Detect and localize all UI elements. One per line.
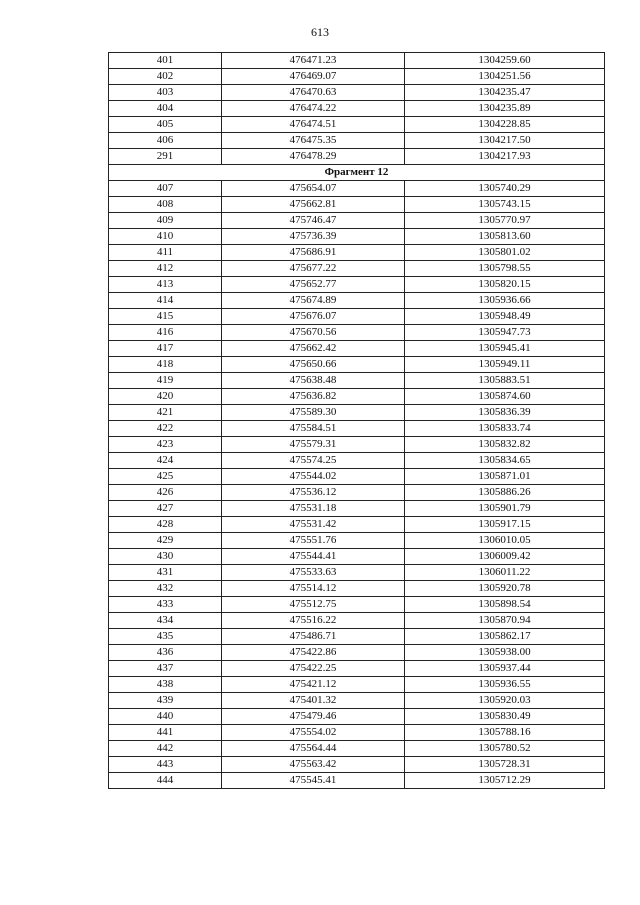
point-number-cell: 433 [109, 597, 222, 613]
point-number-cell: 429 [109, 533, 222, 549]
point-number-cell: 422 [109, 421, 222, 437]
y-coordinate-cell: 1305883.51 [405, 373, 605, 389]
point-number-cell: 424 [109, 453, 222, 469]
point-number-cell: 410 [109, 229, 222, 245]
y-coordinate-cell: 1304235.47 [405, 85, 605, 101]
x-coordinate-cell: 475531.42 [222, 517, 405, 533]
x-coordinate-cell: 475401.32 [222, 693, 405, 709]
point-number-cell: 411 [109, 245, 222, 261]
table-row [109, 117, 605, 133]
point-number-cell: 408 [109, 197, 222, 213]
point-number-cell: 291 [109, 149, 222, 165]
table-row [109, 229, 605, 245]
y-coordinate-cell: 1305813.60 [405, 229, 605, 245]
x-coordinate-cell: 475514.12 [222, 581, 405, 597]
point-number-cell: 431 [109, 565, 222, 581]
x-coordinate-cell: 476474.51 [222, 117, 405, 133]
point-number-cell: 441 [109, 725, 222, 741]
x-coordinate-cell: 475422.86 [222, 645, 405, 661]
point-number-cell: 437 [109, 661, 222, 677]
x-coordinate-cell: 475662.81 [222, 197, 405, 213]
y-coordinate-cell: 1304228.85 [405, 117, 605, 133]
point-number-cell: 442 [109, 741, 222, 757]
point-number-cell: 413 [109, 277, 222, 293]
table-row [109, 437, 605, 453]
point-number-cell: 438 [109, 677, 222, 693]
x-coordinate-cell: 475422.25 [222, 661, 405, 677]
y-coordinate-cell: 1306011.22 [405, 565, 605, 581]
point-number-cell: 439 [109, 693, 222, 709]
x-coordinate-cell: 475674.89 [222, 293, 405, 309]
x-coordinate-cell: 475677.22 [222, 261, 405, 277]
x-coordinate-cell: 475589.30 [222, 405, 405, 421]
point-number-cell: 426 [109, 485, 222, 501]
point-number-cell: 419 [109, 373, 222, 389]
x-coordinate-cell: 475554.02 [222, 725, 405, 741]
y-coordinate-cell: 1305798.55 [405, 261, 605, 277]
x-coordinate-cell: 475536.12 [222, 485, 405, 501]
x-coordinate-cell: 475662.42 [222, 341, 405, 357]
y-coordinate-cell: 1304217.93 [405, 149, 605, 165]
table-row [109, 533, 605, 549]
y-coordinate-cell: 1305938.00 [405, 645, 605, 661]
point-number-cell: 432 [109, 581, 222, 597]
point-number-cell: 418 [109, 357, 222, 373]
y-coordinate-cell: 1305917.15 [405, 517, 605, 533]
y-coordinate-cell: 1305936.55 [405, 677, 605, 693]
y-coordinate-cell: 1305743.15 [405, 197, 605, 213]
table-row [109, 629, 605, 645]
point-number-cell: 417 [109, 341, 222, 357]
table-body-before [109, 53, 605, 165]
y-coordinate-cell: 1305949.11 [405, 357, 605, 373]
table-row [109, 261, 605, 277]
table-row [109, 517, 605, 533]
point-number-cell: 415 [109, 309, 222, 325]
point-number-cell: 421 [109, 405, 222, 421]
x-coordinate-cell: 475545.41 [222, 773, 405, 789]
x-coordinate-cell: 475516.22 [222, 613, 405, 629]
table-row [109, 757, 605, 773]
x-coordinate-cell: 476469.07 [222, 69, 405, 85]
point-number-cell: 428 [109, 517, 222, 533]
section-header-group [109, 165, 605, 181]
y-coordinate-cell: 1305820.15 [405, 277, 605, 293]
table-row [109, 581, 605, 597]
x-coordinate-cell: 475544.02 [222, 469, 405, 485]
x-coordinate-cell: 475551.76 [222, 533, 405, 549]
table-row [109, 677, 605, 693]
y-coordinate-cell: 1305833.74 [405, 421, 605, 437]
point-number-cell: 423 [109, 437, 222, 453]
point-number-cell: 434 [109, 613, 222, 629]
y-coordinate-cell: 1305920.78 [405, 581, 605, 597]
x-coordinate-cell: 476478.29 [222, 149, 405, 165]
x-coordinate-cell: 475533.63 [222, 565, 405, 581]
table-row [109, 549, 605, 565]
x-coordinate-cell: 475512.75 [222, 597, 405, 613]
y-coordinate-cell: 1305945.41 [405, 341, 605, 357]
table-row [109, 661, 605, 677]
table-row [109, 645, 605, 661]
point-number-cell: 416 [109, 325, 222, 341]
point-number-cell: 409 [109, 213, 222, 229]
point-number-cell: 402 [109, 69, 222, 85]
x-coordinate-cell: 475636.82 [222, 389, 405, 405]
x-coordinate-cell: 476470.63 [222, 85, 405, 101]
table-row [109, 341, 605, 357]
y-coordinate-cell: 1305836.39 [405, 405, 605, 421]
y-coordinate-cell: 1305770.97 [405, 213, 605, 229]
y-coordinate-cell: 1305936.66 [405, 293, 605, 309]
x-coordinate-cell: 475746.47 [222, 213, 405, 229]
table-row [109, 85, 605, 101]
table-row [109, 149, 605, 165]
point-number-cell: 412 [109, 261, 222, 277]
point-number-cell: 435 [109, 629, 222, 645]
table-row [109, 565, 605, 581]
x-coordinate-cell: 475486.71 [222, 629, 405, 645]
table-row [109, 245, 605, 261]
x-coordinate-cell: 475638.48 [222, 373, 405, 389]
table-row [109, 693, 605, 709]
y-coordinate-cell: 1305832.82 [405, 437, 605, 453]
table-row [109, 213, 605, 229]
y-coordinate-cell: 1305788.16 [405, 725, 605, 741]
table-row [109, 741, 605, 757]
point-number-cell: 443 [109, 757, 222, 773]
x-coordinate-cell: 475736.39 [222, 229, 405, 245]
table-row [109, 373, 605, 389]
table-row [109, 293, 605, 309]
table-row [109, 469, 605, 485]
table-row [109, 453, 605, 469]
x-coordinate-cell: 475579.31 [222, 437, 405, 453]
table-row [109, 597, 605, 613]
table-row [109, 389, 605, 405]
y-coordinate-cell: 1305830.49 [405, 709, 605, 725]
y-coordinate-cell: 1304217.50 [405, 133, 605, 149]
table-row [109, 277, 605, 293]
table-row [109, 69, 605, 85]
y-coordinate-cell: 1305870.94 [405, 613, 605, 629]
coordinates-table [108, 52, 605, 789]
point-number-cell: 436 [109, 645, 222, 661]
y-coordinate-cell: 1305834.65 [405, 453, 605, 469]
table-row [109, 197, 605, 213]
x-coordinate-cell: 475670.56 [222, 325, 405, 341]
y-coordinate-cell: 1305948.49 [405, 309, 605, 325]
x-coordinate-cell: 475574.25 [222, 453, 405, 469]
y-coordinate-cell: 1304251.56 [405, 69, 605, 85]
y-coordinate-cell: 1304259.60 [405, 53, 605, 69]
page-number: 613 [311, 25, 329, 39]
x-coordinate-cell: 475650.66 [222, 357, 405, 373]
table-row [109, 357, 605, 373]
point-number-cell: 406 [109, 133, 222, 149]
point-number-cell: 401 [109, 53, 222, 69]
table-row [109, 325, 605, 341]
y-coordinate-cell: 1305874.60 [405, 389, 605, 405]
x-coordinate-cell: 475686.91 [222, 245, 405, 261]
x-coordinate-cell: 475479.46 [222, 709, 405, 725]
y-coordinate-cell: 1305712.29 [405, 773, 605, 789]
y-coordinate-cell: 1305901.79 [405, 501, 605, 517]
point-number-cell: 420 [109, 389, 222, 405]
y-coordinate-cell: 1305937.44 [405, 661, 605, 677]
point-number-cell: 403 [109, 85, 222, 101]
y-coordinate-cell: 1305801.02 [405, 245, 605, 261]
table-row [109, 133, 605, 149]
y-coordinate-cell: 1305898.54 [405, 597, 605, 613]
x-coordinate-cell: 476471.23 [222, 53, 405, 69]
point-number-cell: 444 [109, 773, 222, 789]
x-coordinate-cell: 475584.51 [222, 421, 405, 437]
x-coordinate-cell: 475544.41 [222, 549, 405, 565]
y-coordinate-cell: 1306009.42 [405, 549, 605, 565]
y-coordinate-cell: 1306010.05 [405, 533, 605, 549]
x-coordinate-cell: 475563.42 [222, 757, 405, 773]
table-row [109, 709, 605, 725]
x-coordinate-cell: 476475.35 [222, 133, 405, 149]
table-row [109, 485, 605, 501]
x-coordinate-cell: 475421.12 [222, 677, 405, 693]
table-row [109, 101, 605, 117]
table-row [109, 181, 605, 197]
y-coordinate-cell: 1304235.89 [405, 101, 605, 117]
table-row [109, 773, 605, 789]
table-row [109, 613, 605, 629]
y-coordinate-cell: 1305920.03 [405, 693, 605, 709]
point-number-cell: 405 [109, 117, 222, 133]
point-number-cell: 414 [109, 293, 222, 309]
point-number-cell: 425 [109, 469, 222, 485]
point-number-cell: 430 [109, 549, 222, 565]
y-coordinate-cell: 1305780.52 [405, 741, 605, 757]
point-number-cell: 407 [109, 181, 222, 197]
x-coordinate-cell: 475564.44 [222, 741, 405, 757]
y-coordinate-cell: 1305947.73 [405, 325, 605, 341]
table-row [109, 421, 605, 437]
x-coordinate-cell: 475652.77 [222, 277, 405, 293]
table-row [109, 725, 605, 741]
table-body-after [109, 181, 605, 789]
x-coordinate-cell: 475676.07 [222, 309, 405, 325]
y-coordinate-cell: 1305871.01 [405, 469, 605, 485]
y-coordinate-cell: 1305886.26 [405, 485, 605, 501]
table-row [109, 309, 605, 325]
point-number-cell: 440 [109, 709, 222, 725]
section-title: Фрагмент 12 [109, 165, 605, 181]
section-header-row [109, 165, 605, 181]
y-coordinate-cell: 1305728.31 [405, 757, 605, 773]
y-coordinate-cell: 1305740.29 [405, 181, 605, 197]
point-number-cell: 404 [109, 101, 222, 117]
table-row [109, 53, 605, 69]
x-coordinate-cell: 475531.18 [222, 501, 405, 517]
table-row [109, 501, 605, 517]
point-number-cell: 427 [109, 501, 222, 517]
x-coordinate-cell: 476474.22 [222, 101, 405, 117]
table-row [109, 405, 605, 421]
x-coordinate-cell: 475654.07 [222, 181, 405, 197]
y-coordinate-cell: 1305862.17 [405, 629, 605, 645]
